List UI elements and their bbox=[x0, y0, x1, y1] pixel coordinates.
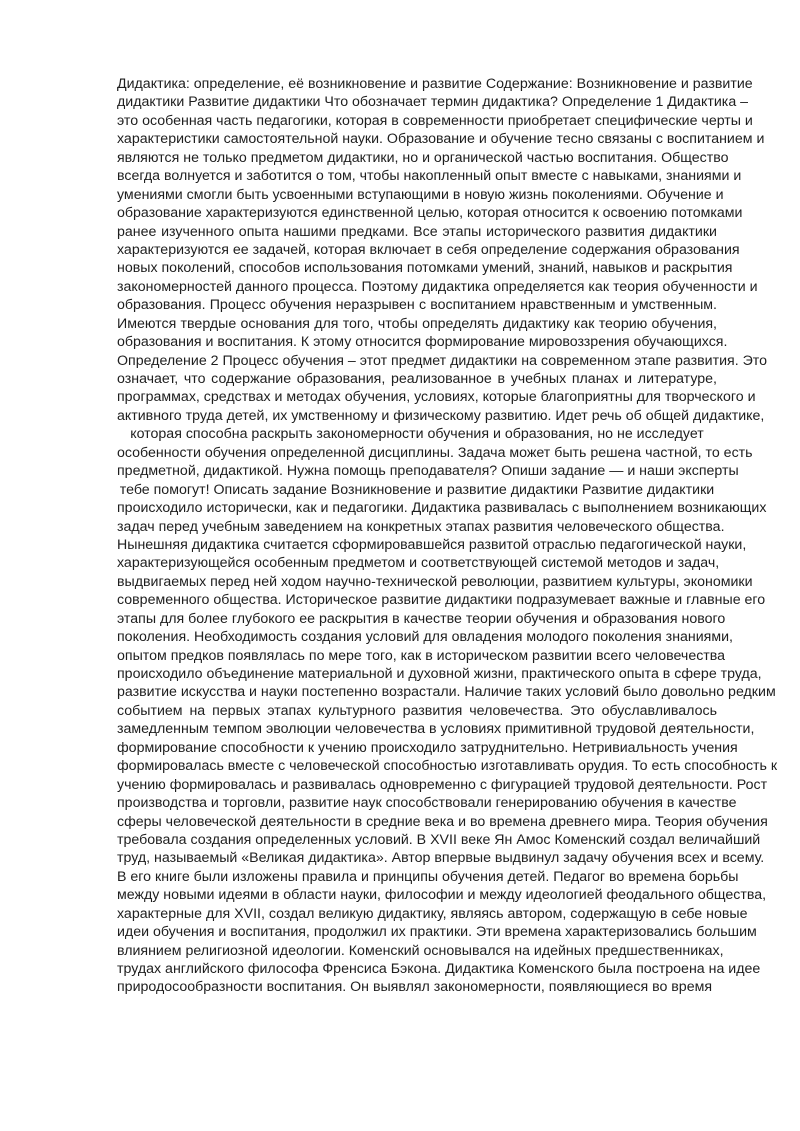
text-line-1: Дидактика: определение, её возникновение и развитие Содержание: Возникновение и развитие bbox=[117, 76, 753, 92]
document-body-text bbox=[117, 75, 778, 997]
text-line-29: современного общества. Историческое развитие дидактики подразумевает важные и главные его bbox=[117, 592, 766, 609]
text-line-47: идеи обучения и воспитания, продолжил их практики. Эти времена характеризовались большим bbox=[117, 924, 757, 941]
text-line-31: поколения. Необходимость создания условий для овладения молодого поколения знаниями, bbox=[117, 629, 733, 646]
text-line-3: это особенная часть педагогики, которая в современности приобретает специфические черты и bbox=[117, 112, 753, 129]
text-line-42: требовала создания определенных условий. В XVII веке Ян Амос Коменский создал величайший bbox=[117, 831, 761, 848]
text-line-39: учению формировалась и развивалась одновременно с фигурацией трудовой деятельности. Рост bbox=[117, 776, 768, 793]
text-line-19: активного труда детей, их умственному и физическому развитию. Идет речь об общей дидактике, bbox=[117, 407, 765, 424]
text-line-10: характеризуются ее задачей, которая включает в себя определение содержания образования bbox=[117, 241, 740, 258]
text-line-49: трудах английского философа Френсиса Бэкона. Дидактика Коменского была построена на идее bbox=[117, 961, 761, 977]
text-line-38: формировалась вместе с человеческой способностью изготавливать орудия. То есть способность к bbox=[117, 758, 778, 775]
text-line-11: новых поколений, способов использования потомками умений, знаний, навыков и раскрытия bbox=[117, 260, 733, 277]
text-line-48: влиянием религиозной идеологии. Коменский основывался на идейных предшественниках, bbox=[117, 942, 724, 959]
text-line-23: тебе помогут! Описать задание Возникновение и развитие дидактики Развитие дидактики bbox=[119, 481, 715, 498]
text-line-25: задач перед учебным заведением на конкретных этапах развития человеческого общества. bbox=[117, 518, 725, 535]
text-line-13: образования. Процесс обучения неразрывен с воспитанием нравственным и умственным. bbox=[117, 297, 717, 314]
text-line-30: этапы для более глубокого ее раскрытия в качестве теории обучения и образования нового bbox=[117, 610, 726, 627]
text-line-26: Нынешняя дидактика считается сформировавшейся развитой отраслью педагогической науки, bbox=[117, 536, 747, 553]
text-line-2: дидактики Развитие дидактики Что обозначает термин дидактика? Определение 1 Дидактика – bbox=[117, 94, 749, 111]
text-line-37: формирование способности к учению происходило затруднительно. Нетривиальность учения bbox=[117, 739, 738, 756]
text-line-6: всегда волнуется и заботится о том, чтобы накопленный опыт вместе с навыками, знаниями и bbox=[117, 168, 742, 185]
text-line-50: природосообразности воспитания. Он выявлял закономерности, появляющиеся во время bbox=[117, 979, 713, 996]
text-line-44: В его книге были изложены правила и принципы обучения детей. Педагог во времена борьбы bbox=[117, 868, 739, 885]
text-line-45: между новыми идеями в области науки, философии и между идеологией феодального общества, bbox=[117, 887, 767, 904]
text-line-16: Определение 2 Процесс обучения – этот предмет дидактики на современном этапе развития. Это bbox=[117, 352, 768, 369]
text-line-40: производства и торговли, развитие наук способствовали генерированию обучения в качестве bbox=[117, 795, 737, 812]
text-line-43: труд, называемый «Великая дидактика». Автор впервые выдвинул задачу обучения всех и всему. bbox=[117, 850, 765, 867]
text-line-12: закономерностей данного процесса. Поэтому дидактика определяется как теория обученности и bbox=[117, 278, 758, 295]
text-line-14: Имеются твердые основания для того, чтобы определять дидактику как теорию обучения, bbox=[117, 315, 717, 332]
text-line-7: умениями смогли быть усвоенными вступающими в новую жизнь поколениями. Обучение и bbox=[117, 186, 724, 203]
text-line-17: означает, что содержание образования, реализованное в учебных планах и литературе, bbox=[117, 371, 717, 387]
text-line-8: образование характеризуются единственной целью, которая относится к освоению потомками bbox=[117, 205, 743, 222]
text-line-36: замедленным темпом эволюции человечества в условиях примитивной трудовой деятельности, bbox=[117, 721, 755, 738]
text-line-18: программах, средствах и методах обучения, условиях, которые благоприятны для творческого и bbox=[117, 389, 756, 406]
text-line-33: происходило объединение материальной и духовной жизни, практического опыта в сфере труда, bbox=[117, 666, 762, 682]
text-line-24: происходило исторически, как и педагогики. Дидактика развивалась с выполнением возникающих bbox=[117, 500, 767, 517]
text-line-4: характеристики самостоятельной науки. Образование и обучение тесно связаны с воспитанием и bbox=[117, 131, 765, 148]
text-line-35: событием на первых этапах культурного развития человечества. Это обуславливалось bbox=[117, 702, 717, 719]
text-line-5: являются не только предметом дидактики, но и органической частью воспитания. Общество bbox=[117, 149, 729, 166]
text-line-20: которая способна раскрыть закономерности обучения и образования, но не исследует bbox=[130, 426, 704, 443]
text-line-9: ранее изученного опыта нашими предками. Все этапы исторического развития дидактики bbox=[117, 223, 717, 240]
text-line-32: опытом предков появлялась по мере того, как в историческом развитии всего человечества bbox=[117, 647, 726, 664]
text-line-27: характеризующейся особенным предметом и соответствующей системой методов и задач, bbox=[117, 555, 720, 572]
text-line-46: характерные для XVII, создал великую дидактику, являясь автором, содержащую в себе новые bbox=[117, 905, 748, 922]
text-line-34: развитие искусства и науки постепенно возрастали. Наличие таких условий было довольно редким bbox=[117, 684, 776, 701]
text-line-22: предметной, дидактикой. Нужна помощь преподавателя? Опиши задание — и наши эксперты bbox=[117, 463, 739, 480]
text-line-41: сферы человеческой деятельности в средние века и во времена древнего мира. Теория обучения bbox=[117, 813, 768, 830]
text-line-21: особенности обучения определенной дисциплины. Задача может быть решена частной, то есть bbox=[117, 444, 753, 461]
text-line-28: выдвигаемых перед ней ходом научно-технической революции, развитием культуры, экономики bbox=[117, 573, 753, 590]
text-line-15: образования и воспитания. К этому относится формирование мировоззрения обучающихся. bbox=[117, 334, 728, 351]
